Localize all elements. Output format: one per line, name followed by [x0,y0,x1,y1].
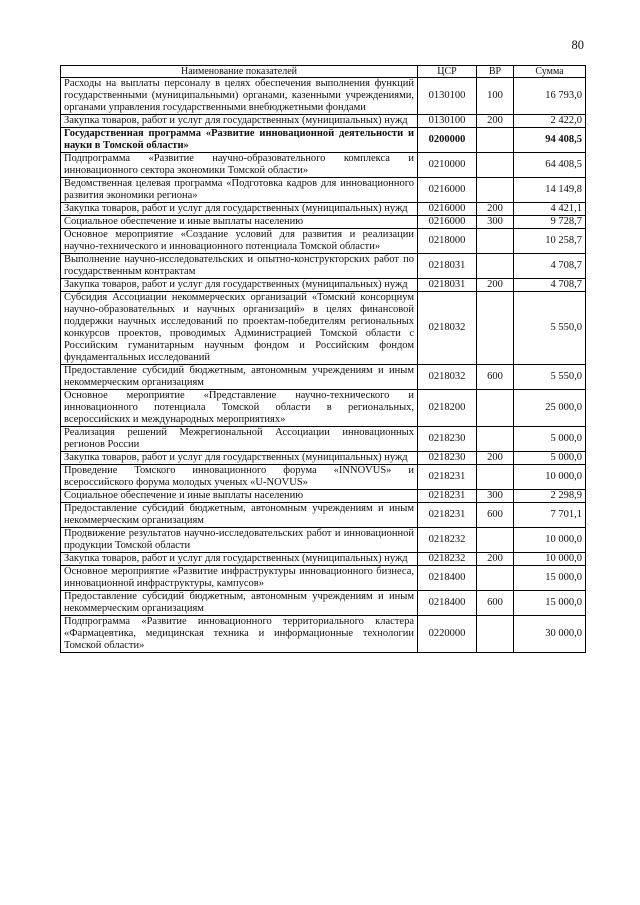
header-vr: ВР [477,66,514,78]
row-sum: 30 000,0 [514,616,586,653]
row-vr [477,427,514,452]
row-sum: 9 728,7 [514,216,586,229]
row-csr: 0130100 [418,115,477,128]
table-row [61,279,586,292]
row-name: Ведомственная целевая программа «Подготовка кадров для инновационного развития экономики региона» [61,178,418,203]
row-vr: 600 [477,503,514,528]
row-csr: 0218000 [418,229,477,254]
row-vr: 200 [477,452,514,465]
row-name: Социальное обеспечение и иные выплаты населению [61,490,418,503]
row-vr: 200 [477,203,514,216]
row-csr: 0218231 [418,490,477,503]
row-csr: 0216000 [418,203,477,216]
header-name: Наименование показателей [61,66,418,78]
header-sum: Сумма [514,66,586,78]
table-row [61,503,586,528]
row-csr: 0218032 [418,365,477,390]
row-csr: 0218031 [418,279,477,292]
row-csr: 0218200 [418,390,477,427]
table-row [61,365,586,390]
row-vr [477,128,514,153]
row-csr: 0220000 [418,616,477,653]
table-row [61,254,586,279]
row-csr: 0218031 [418,254,477,279]
row-csr: 0218232 [418,528,477,553]
row-vr: 300 [477,216,514,229]
row-vr: 200 [477,115,514,128]
row-sum: 5 000,0 [514,452,586,465]
table-row [61,427,586,452]
row-name: Субсидия Ассоциации некоммерческих организаций «Томский консорциум научно-образовательных и научных организаций» в целях финансовой поддержки научных исследований по проектам-победителям региональных конкурсов проектов, проводимых Администрацией Томской области с Российским гуманитарным научным фондом и Российским фондом фундаментальных исследований [61,292,418,365]
row-csr: 0218400 [418,566,477,591]
row-vr: 100 [477,78,514,115]
table-row [61,292,586,365]
row-name: Подпрограмма «Развитие научно-образовательного комплекса и инновационного сектора экономики Томской области» [61,153,418,178]
row-csr: 0218230 [418,452,477,465]
table-row [61,153,586,178]
budget-table [60,65,586,653]
row-sum: 4 708,7 [514,279,586,292]
row-sum: 64 408,5 [514,153,586,178]
table-body [61,78,586,653]
table-row [61,390,586,427]
row-name: Закупка товаров, работ и услуг для государственных (муниципальных) нужд [61,115,418,128]
row-sum: 5 000,0 [514,427,586,452]
row-csr: 0218230 [418,427,477,452]
row-csr: 0218231 [418,465,477,490]
row-vr [477,178,514,203]
page-number: 80 [571,38,584,52]
row-name: Подпрограмма «Развитие инновационного территориального кластера «Фармацевтика, медицинская техника и информационные технологии Томской области» [61,616,418,653]
row-name: Основное мероприятие «Развитие инфраструктуры инновационного бизнеса, инновационной инфраструктуры, кампусов» [61,566,418,591]
row-sum: 5 550,0 [514,292,586,365]
row-vr [477,229,514,254]
row-sum: 4 708,7 [514,254,586,279]
table-row [61,528,586,553]
row-name: Проведение Томского инновационного форума «INNOVUS» и всероссийского форума молодых ученых «U-NOVUS» [61,465,418,490]
row-sum: 10 258,7 [514,229,586,254]
row-vr [477,153,514,178]
row-vr: 200 [477,553,514,566]
table-row [61,128,586,153]
row-sum: 14 149,8 [514,178,586,203]
row-csr: 0216000 [418,178,477,203]
row-csr: 0218231 [418,503,477,528]
row-name: Закупка товаров, работ и услуг для государственных (муниципальных) нужд [61,452,418,465]
row-csr: 0218032 [418,292,477,365]
row-sum: 7 701,1 [514,503,586,528]
table-row [61,78,586,115]
row-csr: 0130100 [418,78,477,115]
table-row [61,591,586,616]
row-name: Закупка товаров, работ и услуг для государственных (муниципальных) нужд [61,553,418,566]
row-name: Предоставление субсидий бюджетным, автономным учреждениям и иным некоммерческим организациям [61,503,418,528]
row-name: Закупка товаров, работ и услуг для государственных (муниципальных) нужд [61,203,418,216]
row-csr: 0200000 [418,128,477,153]
table-header-row [61,66,586,78]
row-csr: 0210000 [418,153,477,178]
table-row [61,203,586,216]
row-name: Социальное обеспечение и иные выплаты населению [61,216,418,229]
row-name: Закупка товаров, работ и услуг для государственных (муниципальных) нужд [61,279,418,292]
row-csr: 0218400 [418,591,477,616]
row-name: Основное мероприятие «Создание условий для развития и реализации научно-технического и инновационного потенциала Томской области» [61,229,418,254]
table-row [61,452,586,465]
row-sum: 94 408,5 [514,128,586,153]
row-vr [477,616,514,653]
table-row [61,178,586,203]
row-name: Реализация решений Межрегиональной Ассоциации инновационных регионов России [61,427,418,452]
row-sum: 2 298,9 [514,490,586,503]
table-row [61,216,586,229]
row-sum: 2 422,0 [514,115,586,128]
table-row [61,566,586,591]
row-sum: 25 000,0 [514,390,586,427]
row-vr: 600 [477,365,514,390]
row-sum: 16 793,0 [514,78,586,115]
row-vr [477,390,514,427]
table-row [61,490,586,503]
table-row [61,465,586,490]
row-name: Продвижение результатов научно-исследовательских работ и инновационной продукции Томской области [61,528,418,553]
row-sum: 10 000,0 [514,528,586,553]
row-sum: 15 000,0 [514,566,586,591]
row-sum: 5 550,0 [514,365,586,390]
row-vr: 600 [477,591,514,616]
row-csr: 0218232 [418,553,477,566]
row-name: Государственная программа «Развитие инновационной деятельности и науки в Томской области» [61,128,418,153]
table-row [61,553,586,566]
row-name: Выполнение научно-исследовательских и опытно-конструкторских работ по государственным контрактам [61,254,418,279]
row-name: Расходы на выплаты персоналу в целях обеспечения выполнения функций государственными (муниципальными) органами, казенными учреждениями, органами управления государственными внебюджетными фондами [61,78,418,115]
row-vr: 200 [477,279,514,292]
table-row [61,115,586,128]
row-name: Предоставление субсидий бюджетным, автономным учреждениям и иным некоммерческим организациям [61,365,418,390]
row-sum: 10 000,0 [514,553,586,566]
row-vr [477,566,514,591]
row-name: Предоставление субсидий бюджетным, автономным учреждениям и иным некоммерческим организациям [61,591,418,616]
row-vr [477,465,514,490]
header-csr: ЦСР [418,66,477,78]
row-vr [477,528,514,553]
table-row [61,616,586,653]
row-vr [477,254,514,279]
row-sum: 10 000,0 [514,465,586,490]
row-vr: 300 [477,490,514,503]
row-csr: 0216000 [418,216,477,229]
row-vr [477,292,514,365]
row-name: Основное мероприятие «Представление научно-технического и инновационного потенциала Томской области в региональных, всероссийских и международных мероприятиях» [61,390,418,427]
row-sum: 4 421,1 [514,203,586,216]
row-sum: 15 000,0 [514,591,586,616]
table-row [61,229,586,254]
